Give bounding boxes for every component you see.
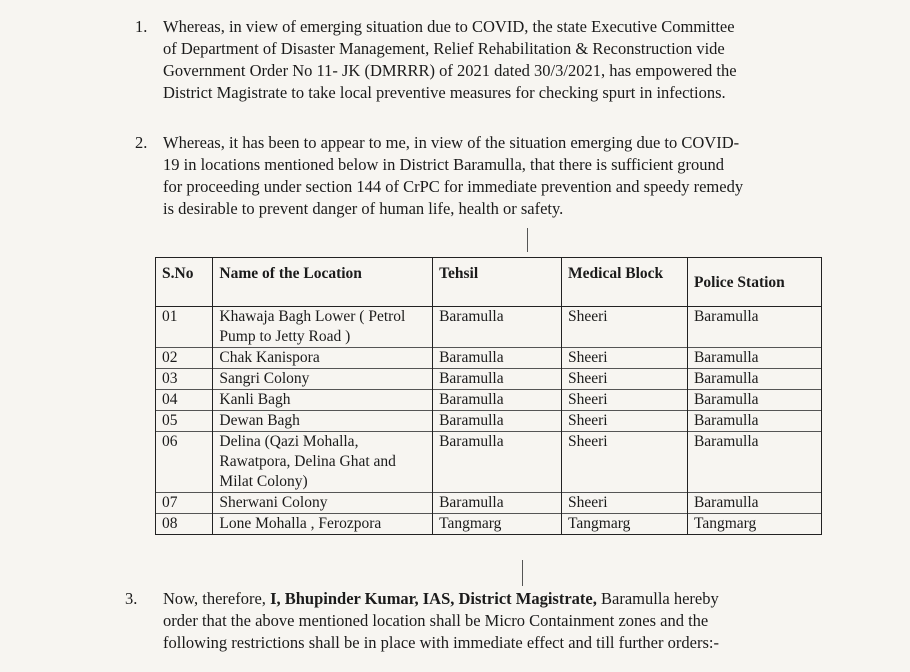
cell-police-station: Baramulla: [687, 411, 821, 432]
paragraph-line: Government Order No 11- JK (DMRRR) of 2021 dated 30/3/2021, has empowered the: [163, 61, 737, 80]
paragraph-line: is desirable to prevent danger of human life, health or safety.: [163, 199, 564, 218]
cell-location: Sangri Colony: [213, 369, 433, 390]
paragraph-line: of Department of Disaster Management, Relief Rehabilitation & Reconstruction vide: [163, 39, 725, 58]
cell-medical-block: Sheeri: [562, 411, 688, 432]
header-tehsil: Tehsil: [433, 258, 562, 307]
locations-table: [155, 257, 822, 535]
paragraph-line: District Magistrate to take local preventive measures for checking spurt in infections.: [163, 83, 726, 102]
paragraph-line: 19 in locations mentioned below in District Baramulla, that there is sufficient ground: [163, 155, 725, 174]
cell-location: Delina (Qazi Mohalla, Rawatpora, Delina Ghat and Milat Colony): [213, 432, 433, 493]
paragraph-line: following restrictions shall be in place with immediate effect and till further orders:-: [163, 633, 719, 652]
table-row: [156, 514, 822, 535]
table-row: [156, 432, 822, 493]
cell-location: Chak Kanispora: [213, 348, 433, 369]
cell-tehsil: Baramulla: [433, 369, 562, 390]
paragraph-number: 1.: [135, 17, 148, 36]
paragraph-line: Whereas, in view of emerging situation due to COVID, the state Executive Committee: [163, 17, 735, 36]
header-sno: S.No: [156, 258, 213, 307]
cell-sno: 01: [156, 307, 213, 348]
cell-police-station: Baramulla: [687, 348, 821, 369]
ink-mark: [522, 560, 523, 586]
cell-location: Kanli Bagh: [213, 390, 433, 411]
cell-tehsil: Baramulla: [433, 307, 562, 348]
cell-tehsil: Baramulla: [433, 411, 562, 432]
table-row: [156, 307, 822, 348]
cell-location: Sherwani Colony: [213, 493, 433, 514]
header-location: Name of the Location: [213, 258, 433, 307]
cell-medical-block: Sheeri: [562, 493, 688, 514]
paragraph-1: [135, 16, 853, 104]
table-header-row: [156, 258, 822, 307]
cell-tehsil: Tangmarg: [433, 514, 562, 535]
cell-sno: 06: [156, 432, 213, 493]
paragraph-number: 3.: [125, 589, 138, 608]
paragraph-line: for proceeding under section 144 of CrPC for immediate prevention and speedy remedy: [163, 177, 744, 196]
cell-police-station: Baramulla: [687, 432, 821, 493]
table-row: [156, 390, 822, 411]
cell-police-station: Baramulla: [687, 390, 821, 411]
cell-medical-block: Sheeri: [562, 390, 688, 411]
paragraph-2: [135, 132, 853, 220]
cell-location: Lone Mohalla , Ferozpora: [213, 514, 433, 535]
cell-tehsil: Baramulla: [433, 432, 562, 493]
cell-medical-block: Tangmarg: [562, 514, 688, 535]
table-row: [156, 411, 822, 432]
table-row: [156, 493, 822, 514]
cell-police-station: Baramulla: [687, 307, 821, 348]
paragraph-lead: Now, therefore,: [163, 589, 271, 608]
cell-tehsil: Baramulla: [433, 493, 562, 514]
paragraph-3: [125, 588, 853, 654]
cell-medical-block: Sheeri: [562, 432, 688, 493]
cell-sno: 05: [156, 411, 213, 432]
cell-location: Dewan Bagh: [213, 411, 433, 432]
header-medical-block: Medical Block: [562, 258, 688, 307]
paragraph-line: order that the above mentioned location shall be Micro Containment zones and the: [163, 611, 709, 630]
cell-tehsil: Baramulla: [433, 348, 562, 369]
ink-mark: [527, 228, 528, 252]
cell-police-station: Baramulla: [687, 493, 821, 514]
cell-medical-block: Sheeri: [562, 307, 688, 348]
header-police-station: Police Station: [687, 258, 821, 307]
magistrate-name: I, Bhupinder Kumar, IAS, District Magistrate,: [270, 589, 597, 608]
paragraph-lead-rest: Baramulla hereby: [596, 589, 719, 608]
cell-sno: 03: [156, 369, 213, 390]
cell-sno: 07: [156, 493, 213, 514]
paragraph-line: Whereas, it has been to appear to me, in view of the situation emerging due to COVID-: [163, 133, 740, 152]
cell-medical-block: Sheeri: [562, 369, 688, 390]
paragraph-number: 2.: [135, 133, 148, 152]
cell-sno: 08: [156, 514, 213, 535]
cell-police-station: Tangmarg: [687, 514, 821, 535]
table-row: [156, 369, 822, 390]
cell-tehsil: Baramulla: [433, 390, 562, 411]
cell-medical-block: Sheeri: [562, 348, 688, 369]
cell-police-station: Baramulla: [687, 369, 821, 390]
cell-sno: 02: [156, 348, 213, 369]
table-row: [156, 348, 822, 369]
paragraph-line: [163, 588, 853, 610]
cell-location: Khawaja Bagh Lower ( Petrol Pump to Jetty Road ): [213, 307, 433, 348]
cell-sno: 04: [156, 390, 213, 411]
